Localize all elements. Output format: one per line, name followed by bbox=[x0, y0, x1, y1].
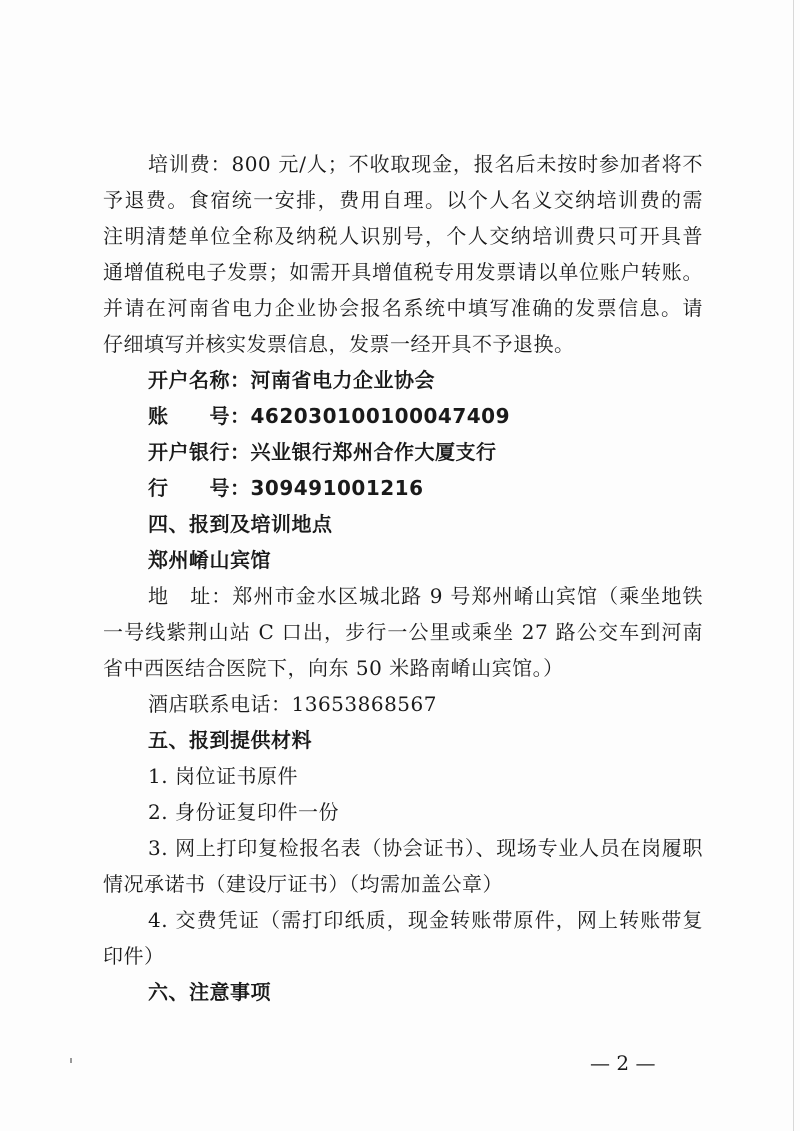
material-item-3-line-1: 3. 网上打印复检报名表（协会证书）、现场专业人员在岗履职 bbox=[148, 836, 703, 860]
account-no-row bbox=[148, 398, 703, 434]
address-line-1: 地 址：郑州市金水区城北路 9 号郑州崤山宾馆（乘坐地铁 bbox=[148, 584, 703, 608]
page-number: — 2 — bbox=[590, 1051, 656, 1075]
material-item-3-line-2: 情况承诺书（建设厅证书）（均需加盖公章） bbox=[103, 872, 503, 896]
venue-name: 郑州崤山宾馆 bbox=[148, 548, 271, 572]
material-item-1: 1. 岗位证书原件 bbox=[148, 764, 298, 788]
bank-no-label: 行 号： bbox=[148, 476, 251, 500]
scan-speck bbox=[70, 1058, 72, 1063]
hotel-phone: 酒店联系电话：13653868567 bbox=[148, 692, 437, 716]
section-4-heading: 四、报到及培训地点 bbox=[148, 512, 333, 536]
material-item-2: 2. 身份证复印件一份 bbox=[148, 800, 339, 824]
address-line-3: 省中西医结合医院下，向东 50 米路南崤山宾馆。） bbox=[103, 656, 564, 680]
account-name-row bbox=[148, 362, 703, 398]
account-name-label: 开户名称： bbox=[148, 368, 251, 392]
fee-line-1: 培训费：800 元/人；不收取现金，报名后未按时参加者将不 bbox=[148, 152, 703, 176]
bank-name-label: 开户银行： bbox=[148, 440, 251, 464]
material-item-4-line-1: 4. 交费凭证（需打印纸质，现金转账带原件，网上转账带复 bbox=[148, 908, 703, 932]
fee-line-2: 予退费。食宿统一安排，费用自理。以个人名义交纳培训费的需 bbox=[103, 188, 703, 212]
material-item-4-line-2: 印件） bbox=[103, 944, 165, 968]
account-no-value: 462030100100047409 bbox=[250, 404, 510, 428]
fee-line-5: 并请在河南省电力企业协会报名系统中填写准确的发票信息。请 bbox=[103, 296, 703, 320]
scan-edge bbox=[793, 0, 794, 1131]
account-name-value: 河南省电力企业协会 bbox=[250, 368, 435, 392]
fee-line-4: 通增值税电子发票；如需开具增值税专用发票请以单位账户转账。 bbox=[103, 260, 703, 284]
section-5-heading: 五、报到提供材料 bbox=[148, 728, 312, 752]
bank-name-row bbox=[148, 434, 703, 470]
section-6-heading: 六、注意事项 bbox=[148, 980, 271, 1004]
account-no-label: 账 号： bbox=[148, 404, 251, 428]
fee-line-3: 注明清楚单位全称及纳税人识别号，个人交纳培训费只可开具普 bbox=[103, 224, 703, 248]
bank-name-value: 兴业银行郑州合作大厦支行 bbox=[250, 440, 497, 464]
bank-no-row bbox=[148, 470, 703, 506]
fee-line-6: 仔细填写并核实发票信息，发票一经开具不予退换。 bbox=[103, 332, 575, 356]
address-line-2: 一号线紫荆山站 C 口出，步行一公里或乘坐 27 路公交车到河南 bbox=[103, 620, 703, 644]
bank-no-value: 309491001216 bbox=[250, 476, 424, 500]
